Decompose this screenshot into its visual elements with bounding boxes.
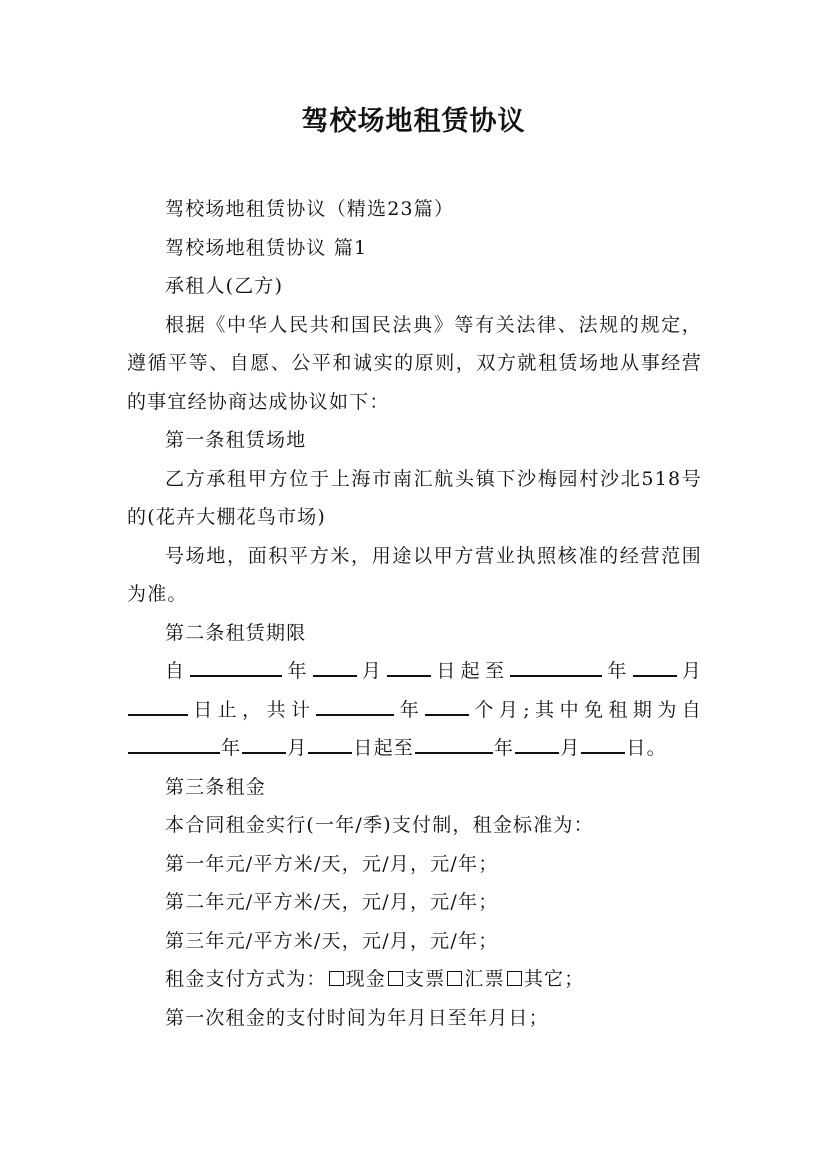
- term-year-text: 年: [221, 737, 242, 759]
- term-month-text: 月: [357, 660, 387, 682]
- term-from-text: 自: [165, 660, 190, 682]
- checkbox-check[interactable]: [388, 971, 403, 986]
- checkbox-other[interactable]: [507, 971, 522, 986]
- checkbox-draft[interactable]: [447, 971, 462, 986]
- term-month-text: 月: [677, 660, 703, 682]
- term-year-text: 年: [494, 737, 515, 759]
- term-day-from-text: 日起至: [353, 737, 415, 759]
- term-month-text: 月: [287, 737, 308, 759]
- term-year-text: 年: [395, 698, 425, 721]
- blank-end-day[interactable]: [128, 696, 188, 715]
- paragraph-subtitle: 驾校场地租赁协议（精选23篇）: [165, 198, 455, 220]
- paragraph-article-3-heading: 第三条租金: [165, 775, 267, 798]
- paragraph-preamble: 根据《中华人民共和国民法典》等有关法律、法规的规定，遵循平等、自愿、公平和诚实的原则，双方就租赁场地从事经营的事宜经协商达成协议如下：: [127, 313, 702, 413]
- paragraph-article-1-heading: 第一条租赁场地: [165, 429, 307, 451]
- document-title: 驾校场地租赁协议: [301, 106, 526, 137]
- paragraph-rent-year-1: 第一年元/平方米/天，元/月，元/年；: [165, 852, 499, 875]
- blank-free-end-year[interactable]: [415, 735, 493, 754]
- document-body: [127, 190, 702, 1037]
- blank-total-months[interactable]: [425, 696, 469, 715]
- paragraph-section-heading: 驾校场地租赁协议 篇1: [165, 236, 368, 259]
- blank-free-start-year[interactable]: [128, 735, 220, 754]
- payment-option-cash: 现金: [345, 968, 387, 990]
- term-month-text: 月: [560, 737, 581, 759]
- blank-end-year[interactable]: [510, 658, 602, 677]
- blank-start-month[interactable]: [313, 658, 357, 677]
- blank-free-end-month[interactable]: [515, 735, 559, 754]
- paragraph-article-2-heading: 第二条租赁期限: [165, 621, 307, 644]
- paragraph-rent-standard: 本合同租金实行(一年/季)支付制，租金标准为：: [165, 814, 594, 836]
- term-free-text: 个月;其中免租期为自: [470, 698, 702, 721]
- payment-option-check: 支票: [405, 968, 446, 990]
- payment-option-draft: 汇票: [464, 968, 505, 990]
- payment-label: 租金支付方式为：: [165, 968, 327, 990]
- paragraph-rent-year-3: 第三年元/平方米/天，元/月，元/年；: [165, 929, 499, 952]
- blank-total-years[interactable]: [316, 696, 394, 715]
- paragraph-first-payment: 第一次租金的支付时间为年月日至年月日；: [165, 1006, 549, 1029]
- blank-end-month[interactable]: [633, 658, 677, 677]
- term-year-text: 年: [283, 660, 312, 682]
- term-total-text: 日止，共计: [189, 698, 316, 721]
- blank-free-start-day[interactable]: [308, 735, 352, 754]
- paragraph-article-1-area: 号场地，面积平方米，用途以甲方营业执照核准的经营范围为准。: [127, 544, 702, 605]
- term-day-from-text: 日起至: [432, 660, 510, 682]
- paragraph-lease-term: [127, 652, 702, 768]
- term-year-text: 年: [603, 660, 632, 682]
- paragraph-payment-method: [127, 960, 702, 999]
- blank-start-year[interactable]: [190, 658, 282, 677]
- paragraph-rent-year-2: 第二年元/平方米/天，元/月，元/年；: [165, 891, 499, 913]
- checkbox-cash[interactable]: [329, 971, 344, 986]
- blank-free-end-day[interactable]: [581, 735, 625, 754]
- blank-free-start-month[interactable]: [242, 735, 286, 754]
- blank-start-day[interactable]: [387, 658, 431, 677]
- payment-option-other: 其它；: [523, 968, 585, 990]
- term-end-text: 日。: [626, 737, 667, 759]
- paragraph-article-1-location: 乙方承租甲方位于上海市南汇航头镇下沙梅园村沙北518号的(花卉大棚花鸟市场): [127, 467, 702, 528]
- paragraph-lessee: 承租人(乙方): [165, 275, 284, 297]
